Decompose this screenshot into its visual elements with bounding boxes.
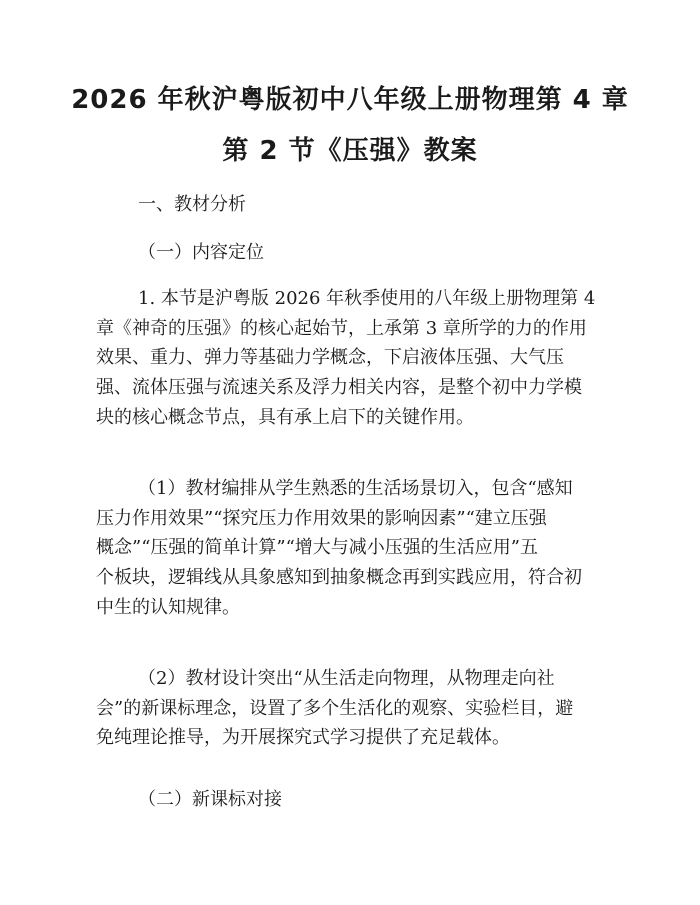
paragraph-2-line: 压力作用效果”“探究压力作用效果的影响因素”“建立压强 [96, 507, 547, 529]
section-heading-textbook-analysis: 一、教材分析 [138, 194, 246, 215]
paragraph-2-line: 个板块，逻辑线从具象感知到抽象概念再到实践应用，符合初 [96, 567, 582, 589]
paragraph-2-line: 中生的认知规律。 [96, 596, 240, 618]
paragraph-3 [96, 664, 616, 753]
subsection-heading-content-positioning: （一）内容定位 [138, 242, 264, 263]
paragraph-1-line: 1. 本节是沪粤版 2026 年秋季使用的八年级上册物理第 4 [138, 288, 596, 309]
paragraph-2-line: （1）教材编排从学生熟悉的生活场景切入，包含“感知 [138, 478, 573, 499]
paragraph-3-line: （2）教材设计突出“从生活走向物理，从物理走向社 [138, 668, 555, 689]
paragraph-3-line: 免纯理论推导，为开展探究式学习提供了充足载体。 [96, 727, 510, 749]
document-title-line-1: 2026 年秋沪粤版初中八年级上册物理第 4 章 [71, 85, 629, 115]
paragraph-1-line: 效果、重力、弹力等基础力学概念，下启液体压强、大气压 [96, 347, 564, 369]
paragraph-1 [96, 284, 616, 433]
paragraph-2-line: 概念”“压强的简单计算”“增大与减小压强的生活应用”五 [96, 537, 539, 559]
paragraph-1-line: 强、流体压强与流速关系及浮力相关内容，是整个初中力学模 [96, 377, 582, 399]
paragraph-3-line: 会”的新课标理念，设置了多个生活化的观察、实验栏目，避 [96, 697, 574, 719]
paragraph-1-line: 块的核心概念节点，具有承上启下的关键作用。 [96, 406, 474, 428]
subsection-heading-curriculum-alignment: （二）新课标对接 [138, 789, 282, 810]
document-title-line-2: 第 2 节《压强》教案 [222, 136, 478, 166]
paragraph-1-line: 章《神奇的压强》的核心起始节，上承第 3 章所学的力的作用 [96, 317, 587, 339]
paragraph-2 [96, 474, 616, 623]
